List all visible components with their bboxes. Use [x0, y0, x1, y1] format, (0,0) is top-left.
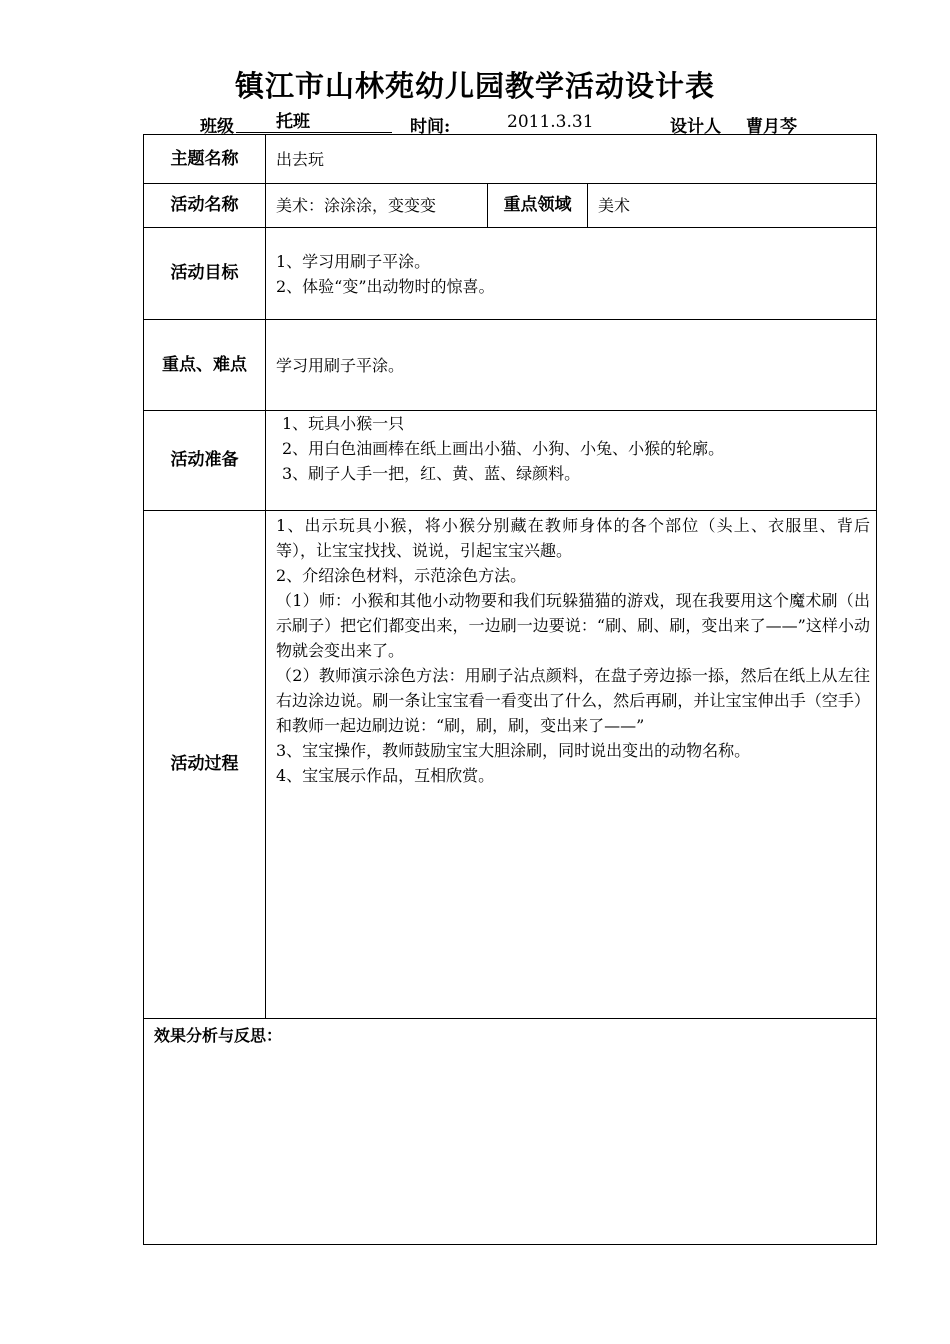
row-theme	[144, 135, 877, 184]
activity-label: 活动名称	[144, 184, 266, 228]
process-step: 4、宝宝展示作品，互相欣赏。	[276, 766, 495, 785]
process-step: （2）教师演示涂色方法：用刷子沾点颜料，在盘子旁边掭一掭，然后在纸上从左往右边涂边说。刷一条让宝宝看一看变出了什么，然后再刷，并让宝宝伸出手（空手）和教师一起边刷边说：“刷，刷，刷，变出来了——”	[276, 666, 870, 735]
goal-item: 2、体验“变”出动物时的惊喜。	[276, 276, 495, 296]
process-label: 活动过程	[144, 511, 266, 1019]
class-label: 班级	[200, 117, 234, 137]
class-field	[276, 112, 392, 133]
class-underline-gap	[236, 112, 276, 133]
activity-value: 美术：涂涂涂，变变变	[266, 184, 488, 228]
theme-value: 出去玩	[266, 135, 877, 184]
row-reflection	[144, 1019, 877, 1245]
designer-value: 曹月芩	[746, 117, 797, 137]
time-value: 2011.3.31	[507, 112, 594, 132]
preparation-item: 1、玩具小猴一只	[282, 414, 405, 433]
activity-design-table	[143, 134, 877, 1245]
process-step: 3、宝宝操作，教师鼓励宝宝大胆涂刷，同时说出变出的动物名称。	[276, 741, 751, 760]
key-points-value: 学习用刷子平涂。	[266, 320, 877, 411]
process-list	[266, 511, 877, 1019]
goal-item: 1、学习用刷子平涂。	[276, 251, 431, 271]
preparation-label: 活动准备	[144, 411, 266, 511]
designer-label: 设计人	[670, 117, 721, 137]
goals-list	[266, 228, 877, 320]
row-activity	[144, 184, 877, 228]
row-key-points	[144, 320, 877, 411]
time-label: 时间:	[410, 117, 451, 137]
row-goals	[144, 228, 877, 320]
theme-label: 主题名称	[144, 135, 266, 184]
class-value: 托班	[276, 112, 310, 132]
preparation-item: 2、用白色油画棒在纸上画出小猫、小狗、小兔、小猴的轮廓。	[282, 439, 725, 458]
key-points-label: 重点、难点	[144, 320, 266, 411]
preparation-list	[266, 411, 877, 511]
meta-row	[200, 112, 840, 136]
process-step: 1、出示玩具小猴，将小猴分别藏在教师身体的各个部位（头上、衣服里、背后等），让宝宝找找、说说，引起宝宝兴趣。	[276, 516, 870, 560]
process-step: （1）师：小猴和其他小动物要和我们玩躲猫猫的游戏，现在我要用这个魔术刷（出示刷子）把它们都变出来，一边刷一边要说：“刷、刷、刷，变出来了——”这样小动物就会变出来了。	[276, 591, 870, 660]
domain-label: 重点领域	[488, 184, 588, 228]
preparation-item: 3、刷子人手一把，红、黄、蓝、绿颜料。	[282, 464, 581, 483]
process-step: 2、介绍涂色材料，示范涂色方法。	[276, 566, 527, 585]
row-preparation	[144, 411, 877, 511]
goals-label: 活动目标	[144, 228, 266, 320]
row-process	[144, 511, 877, 1019]
page-title: 镇江市山林苑幼儿园教学活动设计表	[234, 69, 715, 103]
reflection-label: 效果分析与反思：	[144, 1019, 877, 1245]
domain-value: 美术	[588, 184, 877, 228]
